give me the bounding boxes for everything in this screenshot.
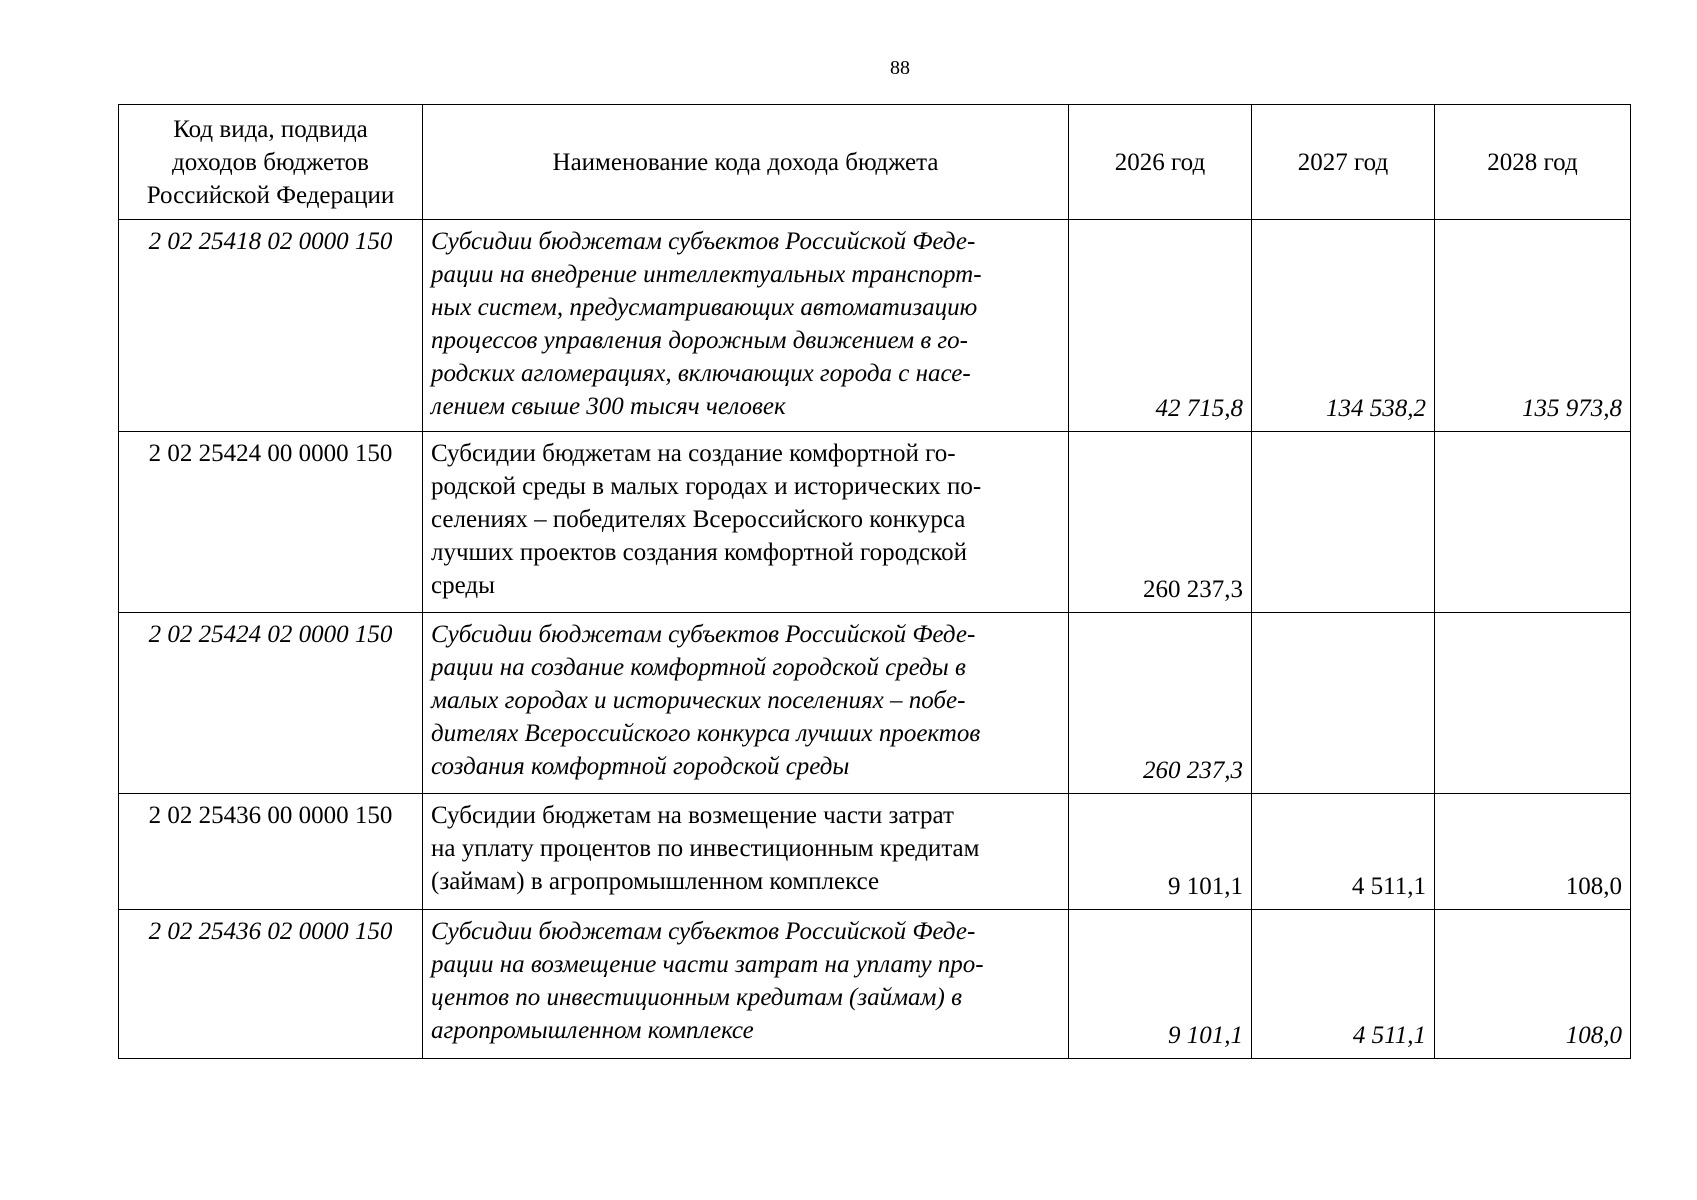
row-value-2027 bbox=[1252, 613, 1435, 794]
table-row bbox=[119, 220, 1631, 432]
row-name-line: на уплату процентов по инвестиционным кредитам bbox=[431, 835, 980, 862]
row-name-line: рации на создание комфортной городской среды в bbox=[431, 654, 966, 681]
table-row bbox=[119, 613, 1631, 794]
row-name-line: Субсидии бюджетам субъектов Российской Феде- bbox=[431, 228, 976, 255]
row-name-line: ных систем, предусматривающих автоматизацию bbox=[431, 294, 978, 321]
row-name-line: (займам) в агропромышленном комплексе bbox=[431, 868, 880, 895]
row-name-line: малых городах и исторических поселениях – побе- bbox=[431, 687, 966, 714]
header-2028: 2028 год bbox=[1435, 105, 1631, 220]
row-name-line: среды bbox=[431, 572, 495, 599]
row-name bbox=[423, 220, 1069, 432]
row-value-2027: 4 511,1 bbox=[1252, 910, 1435, 1059]
row-value-2026: 9 101,1 bbox=[1069, 794, 1252, 910]
row-name-line: родских агломерациях, включающих города с насе- bbox=[431, 360, 971, 387]
row-name-line: создания комфортной городской среды bbox=[431, 753, 850, 780]
row-value-2028 bbox=[1435, 613, 1631, 794]
row-code: 2 02 25424 02 0000 150 bbox=[119, 613, 423, 794]
row-value-2026: 9 101,1 bbox=[1069, 910, 1252, 1059]
header-code bbox=[119, 105, 423, 220]
row-name-line: Субсидии бюджетам на создание комфортной го- bbox=[431, 440, 956, 467]
table-header-row bbox=[119, 105, 1631, 220]
row-code: 2 02 25436 02 0000 150 bbox=[119, 910, 423, 1059]
page-number: 88 bbox=[890, 57, 910, 79]
header-code-line: доходов бюджетов bbox=[172, 148, 369, 176]
header-name: Наименование кода дохода бюджета bbox=[423, 105, 1069, 220]
row-name-line: агропромышленном комплексе bbox=[431, 1017, 754, 1044]
row-name-line: Субсидии бюджетам субъектов Российской Феде- bbox=[431, 918, 976, 945]
row-value-2027 bbox=[1252, 432, 1435, 613]
row-code: 2 02 25436 00 0000 150 bbox=[119, 794, 423, 910]
row-value-2028: 135 973,8 bbox=[1435, 220, 1631, 432]
header-2026: 2026 год bbox=[1069, 105, 1252, 220]
table-row bbox=[119, 794, 1631, 910]
row-code: 2 02 25424 00 0000 150 bbox=[119, 432, 423, 613]
row-name-line: дителях Всероссийского конкурса лучших проектов bbox=[431, 720, 981, 747]
row-name-line: селениях – победителях Всероссийского конкурса bbox=[431, 506, 966, 533]
table-row bbox=[119, 910, 1631, 1059]
row-name bbox=[423, 432, 1069, 613]
header-code-line: Российской Федерации bbox=[146, 181, 395, 209]
row-value-2026: 260 237,3 bbox=[1069, 432, 1252, 613]
table-row bbox=[119, 432, 1631, 613]
row-name bbox=[423, 613, 1069, 794]
row-name-line: лением свыше 300 тысяч человек bbox=[431, 393, 786, 420]
row-value-2027: 4 511,1 bbox=[1252, 794, 1435, 910]
row-value-2027: 134 538,2 bbox=[1252, 220, 1435, 432]
row-name-line: центов по инвестиционным кредитам (займам) в bbox=[431, 984, 962, 1011]
row-name-line: Субсидии бюджетам на возмещение части затрат bbox=[431, 802, 954, 829]
row-value-2028: 108,0 bbox=[1435, 794, 1631, 910]
row-name bbox=[423, 794, 1069, 910]
row-name-line: процессов управления дорожным движением в го- bbox=[431, 327, 968, 354]
row-value-2028: 108,0 bbox=[1435, 910, 1631, 1059]
row-name bbox=[423, 910, 1069, 1059]
row-name-line: рации на возмещение части затрат на уплату про- bbox=[431, 951, 984, 978]
row-value-2028 bbox=[1435, 432, 1631, 613]
row-name-line: лучших проектов создания комфортной городской bbox=[431, 539, 968, 566]
row-value-2026: 260 237,3 bbox=[1069, 613, 1252, 794]
row-name-line: родской среды в малых городах и исторических по- bbox=[431, 473, 982, 500]
row-code: 2 02 25418 02 0000 150 bbox=[119, 220, 423, 432]
row-name-line: рации на внедрение интеллектуальных транспорт- bbox=[431, 261, 982, 288]
header-code-line: Код вида, подвида bbox=[173, 115, 368, 143]
row-name-line: Субсидии бюджетам субъектов Российской Феде- bbox=[431, 621, 976, 648]
row-value-2026: 42 715,8 bbox=[1069, 220, 1252, 432]
header-2027: 2027 год bbox=[1252, 105, 1435, 220]
budget-revenue-table bbox=[118, 104, 1631, 1059]
